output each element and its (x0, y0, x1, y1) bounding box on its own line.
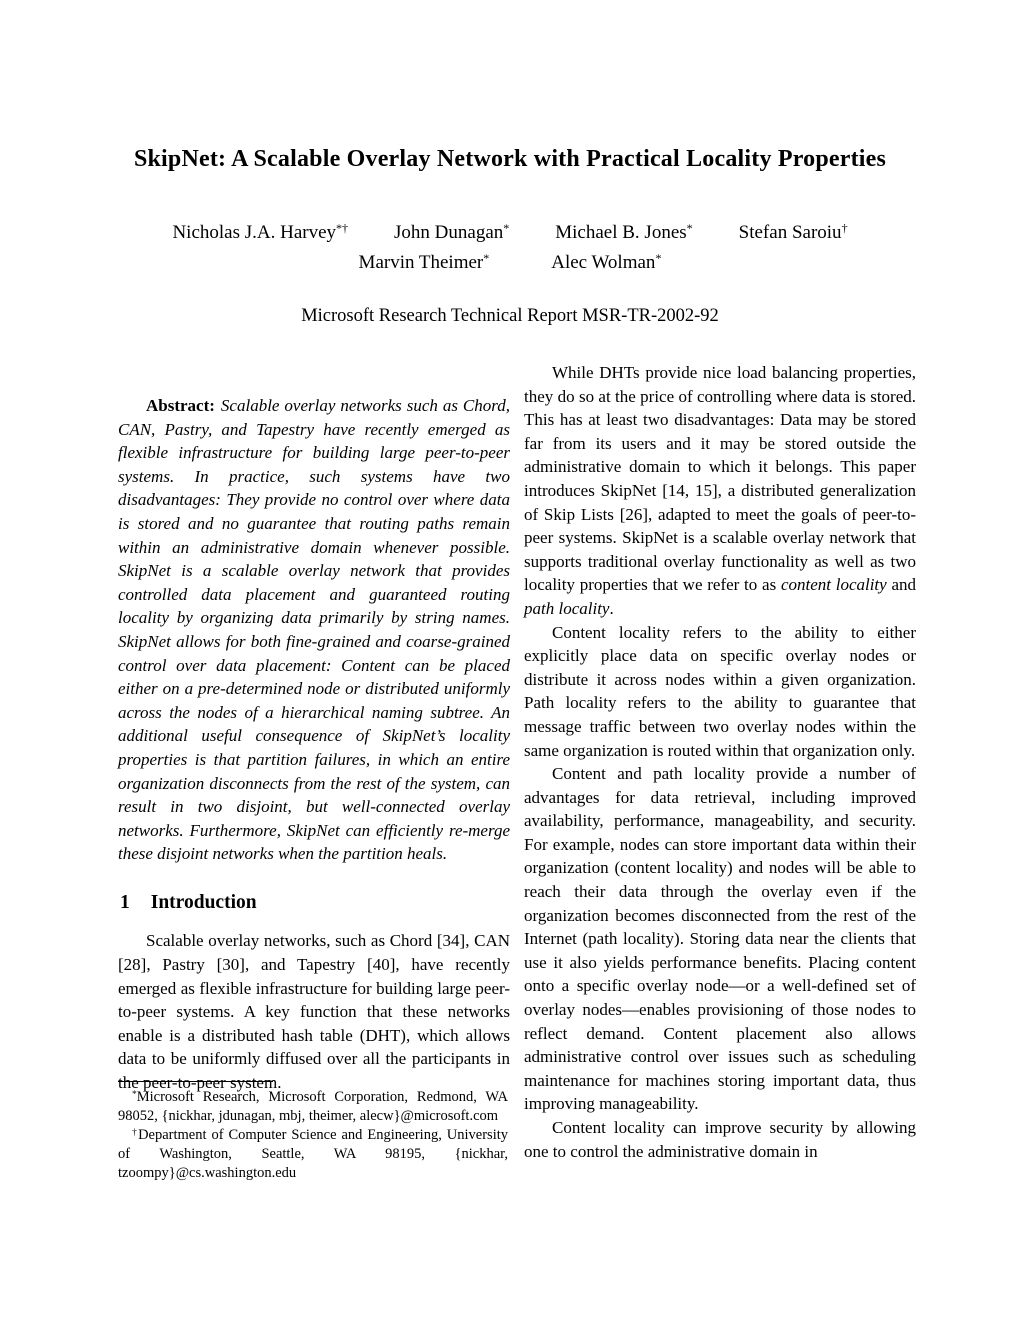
abstract-label: Abstract: (146, 396, 215, 415)
intro-paragraph: Scalable overlay networks, such as Chord [34], CAN [28], Pastry [30], and Tapestry [40], have recently emerged as flexible infrastructure for building large peer-to-peer systems. A key function that these networks enable is a distributed hash table (DHT), which allows data to be uniformly diffused over all the participants in the peer-to-peer system. (118, 931, 510, 1093)
author-affiliation-mark: * (686, 221, 693, 235)
footnote-mark-dagger: † (132, 1127, 139, 1138)
paragraph-while-dhts (524, 361, 916, 621)
section-number: 1 (120, 891, 130, 913)
paragraph-security: Content locality can improve security by allowing one to control the administrative domain in (524, 1118, 916, 1161)
text-segment: and (886, 575, 916, 595)
footnote-rule (118, 1081, 273, 1082)
author-saroiu (739, 222, 848, 244)
author-name: Michael B. Jones (555, 222, 687, 243)
footnote-text: Microsoft Research, Microsoft Corporation, Redmond, WA 98052, {nickhar, jdunagan, mbj, theimer, alecw}@microsoft.com (118, 1089, 508, 1124)
author-name: Alec Wolman (551, 252, 656, 273)
author-wolman (551, 252, 661, 274)
author-affiliation-mark: † (841, 221, 848, 235)
author-affiliation-mark: * (655, 251, 662, 265)
author-affiliation-mark: * (503, 221, 510, 235)
left-column (118, 394, 510, 1095)
abstract-text: Scalable overlay networks such as Chord, CAN, Pastry, and Tapestry have recently emerged as flexible infrastructure for building large peer-to-peer systems. In practice, such systems have two disadvantages: They provide no control over where data is stored and no guarantee that routing paths remain within an administrative domain whenever possible. SkipNet is a scalable overlay network that provides controlled data placement and guaranteed routing locality by organizing data primarily by string names. SkipNet allows for both fine-grained and coarse-grained control over data placement: Content can be placed either on a pre-determined node or distributed uniformly across the nodes of a hierarchical naming subtree. An additional useful consequence of SkipNet’s locality properties is that partition failures, in which an entire organization disconnects from the rest of the system, can result in two disjoint, but well-connected overlay networks. Furthermore, SkipNet can efficiently re-merge these disjoint networks when the partition heals. (118, 396, 510, 864)
section-title: Introduction (150, 891, 257, 913)
author-harvey (172, 222, 348, 244)
abstract-paragraph (118, 394, 510, 866)
right-column (524, 361, 916, 1163)
author-jones (555, 222, 692, 244)
term-content-locality: content locality (780, 575, 887, 595)
paragraph-advantages: Content and path locality provide a number of advantages for data retrieval, including improved availability, performance, manageability, and security. For example, nodes can store important data within their organization (content locality) and nodes will be able to reach their data through the overlay even if the organization becomes disconnected from the rest of the Internet (path locality). Storing data near the clients that use it also yields performance benefits. Placing content onto a specific overlay node—or a well-defined set of overlay nodes—enables provisioning of those nodes to reflect demand. Content placement also allows administrative control over issues such as scheduling maintenance for machines storing important data, thus improving manageability. (524, 764, 916, 1114)
footnote-mark-asterisk: * (132, 1090, 137, 1100)
footnote-microsoft (118, 1088, 508, 1126)
authors-row-1 (0, 222, 1020, 244)
footnote-uw (118, 1126, 508, 1183)
author-affiliation-mark: *† (336, 221, 349, 235)
author-dunagan (394, 222, 509, 244)
text-segment: While DHTs provide nice load balancing properties, they do so at the price of controlling where data is stored. This has at least two disadvantages: Data may be stored far from its users and it may be stored outside the administrative domain to which it belongs. This paper introduces SkipNet [14, 15], a distributed generalization of Skip Lists [26], adapted to meet the goals of peer-to-peer systems. SkipNet is a scalable overlay network that supports traditional overlay functionality as well as two locality properties that we refer to as (524, 363, 916, 595)
section-heading-introduction (120, 891, 510, 915)
text-segment: . (609, 598, 614, 618)
author-name: Nicholas J.A. Harvey (172, 222, 337, 243)
authors-row-2 (0, 252, 1020, 274)
author-name: Stefan Saroiu (738, 222, 842, 243)
author-name: John Dunagan (394, 222, 504, 243)
footnote-text: Department of Computer Science and Engineering, University of Washington, Seattle, WA 98195, {nickhar, tzoompy}@cs.washington.edu (118, 1126, 508, 1181)
author-affiliation-mark: * (483, 251, 490, 265)
report-line: Microsoft Research Technical Report MSR-TR-2002-92 (301, 306, 719, 326)
author-theimer (359, 252, 490, 274)
term-path-locality: path locality (524, 598, 610, 618)
author-name: Marvin Theimer (358, 252, 484, 273)
footnote-block (118, 1081, 508, 1183)
paper-title: SkipNet: A Scalable Overlay Network with Practical Locality Properties (133, 146, 887, 172)
paragraph-content-locality-def: Content locality refers to the ability to either explicitly place data on specific overlay nodes or distribute it across nodes within a given organization. Path locality refers to the ability to guarantee that message traffic between two overlay nodes within the same organization is routed within that organization only. (524, 622, 916, 760)
